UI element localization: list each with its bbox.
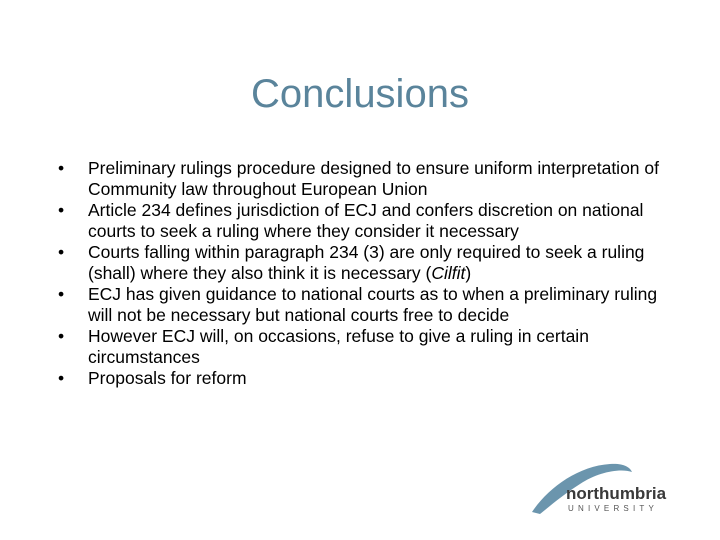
bullet-marker: • bbox=[58, 326, 65, 346]
bullet-text: However ECJ will, on occasions, refuse to give a ruling in certain circumstances bbox=[88, 326, 589, 367]
bullet-marker: • bbox=[58, 158, 65, 178]
bullet-text: Proposals for reform bbox=[88, 368, 247, 388]
slide-title: Conclusions bbox=[251, 72, 469, 116]
bullet-text-part: Courts falling within paragraph 234 (3) are only required to seek a ruling (shall) where they also think it is necessary ( bbox=[88, 242, 645, 283]
bullet-text-part: ) bbox=[465, 262, 472, 283]
bullet-marker: • bbox=[58, 242, 65, 262]
list-item bbox=[58, 368, 668, 389]
bullet-text: Preliminary rulings procedure designed to ensure uniform interpretation of Community law throughout European Union bbox=[88, 158, 659, 199]
bullet-text bbox=[88, 242, 668, 283]
list-item bbox=[58, 158, 668, 199]
case-name-italic: Cilfit bbox=[431, 262, 466, 283]
university-logo bbox=[528, 458, 680, 518]
bullet-marker: • bbox=[58, 200, 65, 220]
logo-subtitle: UNIVERSITY bbox=[568, 504, 659, 513]
logo-wordmark: northumbria bbox=[566, 484, 667, 503]
bullet-text: ECJ has given guidance to national courts as to when a preliminary ruling will not be necessary but national courts free to decide bbox=[88, 284, 658, 325]
bullet-marker: • bbox=[58, 284, 65, 304]
bullet-marker: • bbox=[58, 368, 65, 388]
bullet-text: Article 234 defines jurisdiction of ECJ and confers discretion on national courts to seek a ruling where they consider it necessary bbox=[88, 200, 644, 241]
list-item bbox=[58, 200, 668, 241]
list-item bbox=[58, 242, 668, 283]
list-item bbox=[58, 326, 668, 367]
bullet-list bbox=[58, 158, 668, 390]
list-item bbox=[58, 284, 668, 325]
